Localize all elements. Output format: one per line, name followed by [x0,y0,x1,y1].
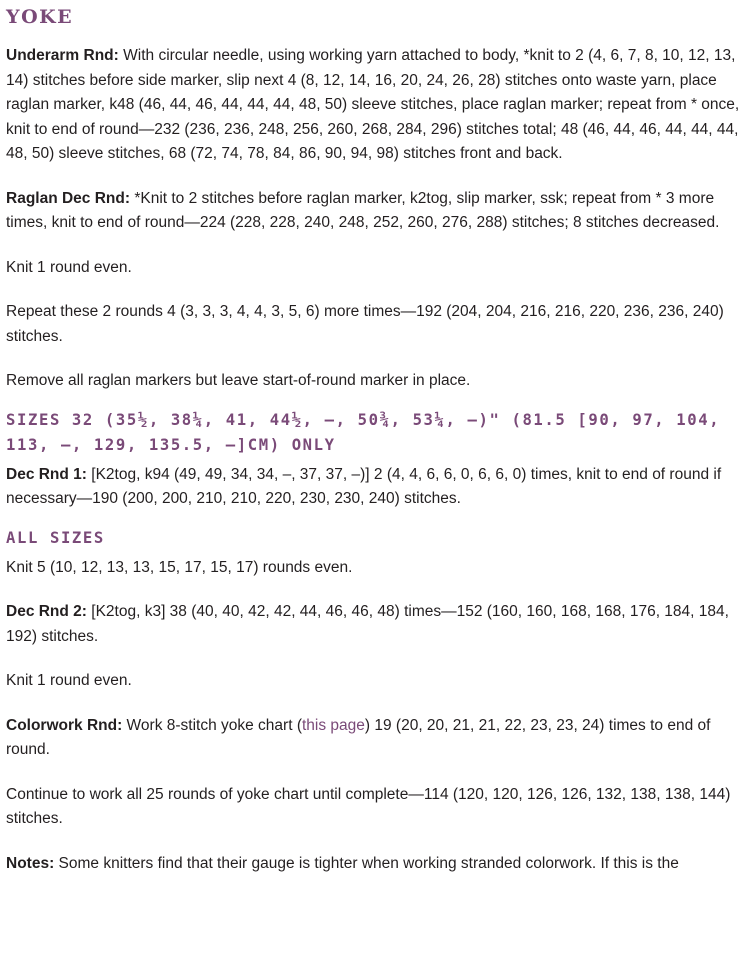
colorwork-text-after: ) 19 (20, 20, 21, 21, 22, 23, 23, 24) times to end of round. [6,716,711,758]
underarm-round-text: With circular needle, using working yarn attached to body, *knit to 2 (4, 6, 7, 8, 10, 12, 13, 14) stitches before side marker, slip next 4 (8, 12, 14, 16, 20, 24, 26, 28) stitches onto waste yarn, place raglan marker, k48 (46, 44, 46, 44, 44, 44, 48, 50) sleeve stitches, place raglan marker; repeat from * once, knit to end of round—232 (236, 236, 248, 256, 260, 268, 284, 296) stitches total; 48 (46, 44, 46, 44, 44, 44, 48, 50) sleeve stitches, 68 (72, 74, 78, 84, 86, 90, 94, 98) stitches front and back. [6,47,740,162]
remove-markers-paragraph: Remove all raglan markers but leave start-of-round marker in place. [6,372,471,389]
notes-text: Some knitters find that their gauge is tighter when working stranded colorwork. If this is the [54,854,679,872]
document-page [6,4,742,896]
section-title-yoke: YOKE [6,6,74,28]
notes-label: Notes: [6,854,55,872]
raglan-dec-text: *Knit to 2 stitches before raglan marker, k2tog, slip marker, ssk; repeat from * 3 more times, knit to end of round—224 (228, 228, 240, 248, 252, 260, 276, 288) stitches; 8 stitches decreased. [6,189,720,231]
continue-chart-paragraph: Continue to work all 25 rounds of yoke chart until complete—114 (120, 120, 126, 126, 132, 138, 138, 144) stitches. [6,785,731,827]
colorwork-text-before: Work 8-stitch yoke chart ( [122,716,302,734]
notes-paragraph [6,852,742,877]
knit-rounds-even-paragraph: Knit 5 (10, 12, 13, 13, 15, 17, 15, 17) rounds even. [6,558,353,576]
colorwork-label: Colorwork Rnd: [6,716,123,734]
dec-rnd-1-text: [K2tog, k94 (49, 49, 34, 34, –, 37, 37, –)] 2 (4, 4, 6, 6, 0, 6, 6, 0) times, knit to end of round if necessary—190 (200, 200, 210, 210, 220, 230, 230, 240) stitches. [6,465,722,507]
dec-rnd-1-paragraph [6,463,742,512]
dec-rnd-2-text: [K2tog, k3] 38 (40, 40, 42, 42, 44, 46, 46, 48) times—152 (160, 160, 168, 168, 176, 184, 184, 192) stitches. [6,603,729,645]
repeat-rounds-paragraph: Repeat these 2 rounds 4 (3, 3, 3, 4, 4, 3, 5, 6) more times—192 (204, 204, 216, 216, 220, 236, 236, 240) stitches. [6,303,724,345]
sizes-subheading: SIZES 32 (35½, 38¼, 41, 44½, –, 50¾, 53¼, –)" (81.5 [90, 97, 104, 113, –, 129, 135.5, –]CM) ONLY [6,410,721,454]
dec-rnd-2-paragraph [6,600,742,649]
dec-rnd-2-label: Dec Rnd 2: [6,603,87,620]
knit-even-paragraph-1: Knit 1 round even. [6,258,132,276]
knit-even-paragraph-2: Knit 1 round even. [6,672,132,689]
underarm-round-label: Underarm Rnd: [6,47,119,64]
raglan-dec-label: Raglan Dec Rnd: [6,189,131,207]
underarm-round-paragraph [6,44,742,167]
colorwork-paragraph [6,714,742,763]
dec-rnd-1-label: Dec Rnd 1: [6,465,87,483]
yoke-chart-link[interactable]: this page [301,716,365,734]
raglan-dec-paragraph [6,187,742,236]
all-sizes-subheading: ALL SIZES [6,528,105,547]
